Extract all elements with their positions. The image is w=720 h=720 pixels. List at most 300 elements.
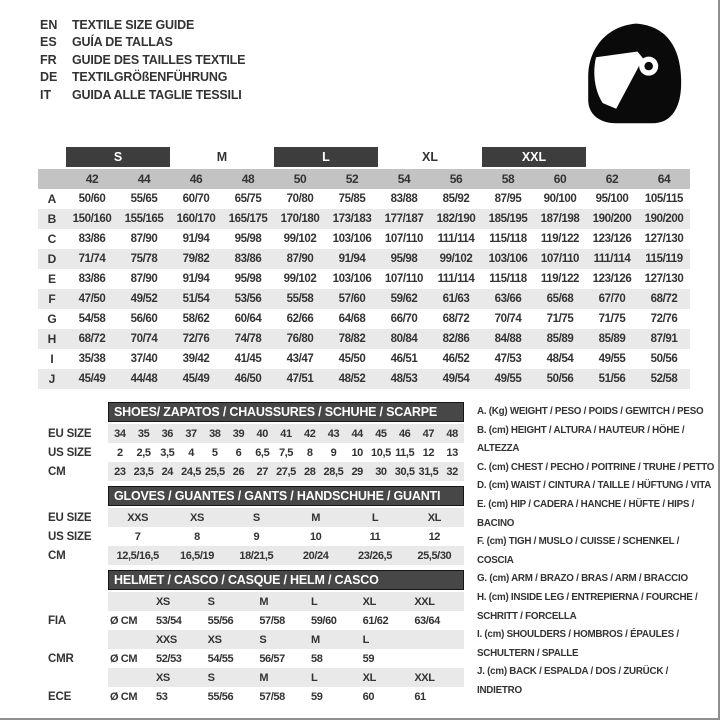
- value-cell: 25,5/30: [417, 549, 452, 562]
- legend-entry: G. (cm) ARM / BRAZO / BRAS / ARM / BRACCIO: [477, 573, 688, 585]
- row-values: [108, 424, 464, 443]
- helmet-size-label: XS: [156, 671, 170, 684]
- section-row: [48, 424, 464, 443]
- helmet-value-row: [48, 649, 464, 668]
- size-cell: 80/84: [390, 333, 418, 345]
- size-cell: 150/160: [72, 213, 112, 225]
- size-cell: 72/76: [650, 313, 678, 325]
- helmet-size-label: XXL: [414, 671, 435, 684]
- shoes-size-table: [48, 402, 464, 481]
- helmet-value-row: [48, 687, 464, 706]
- value-cell: 29: [351, 465, 363, 478]
- band-spacer: [586, 147, 638, 167]
- size-cell: 99/102: [283, 273, 317, 285]
- column-header: 46: [189, 172, 203, 186]
- size-cell: 103/106: [488, 253, 528, 265]
- row-values: [108, 508, 464, 527]
- size-cell: 50/60: [78, 193, 106, 205]
- language-row: [40, 34, 245, 52]
- size-cell: 47/53: [494, 353, 522, 365]
- size-cell: 50/56: [650, 353, 678, 365]
- value-cell: 40: [256, 427, 268, 440]
- size-band-xl: XL: [422, 150, 438, 164]
- size-cell: 95/98: [234, 233, 262, 245]
- helmet-value-cell: 61/62: [362, 614, 389, 627]
- value-cell: 48: [446, 427, 458, 440]
- size-cell: 48/54: [546, 353, 574, 365]
- size-cell: 83/86: [78, 273, 106, 285]
- helmet-value-row: [48, 611, 464, 630]
- helmet-value-cell: 57/58: [259, 614, 285, 627]
- helmet-size-label: XL: [362, 671, 376, 684]
- size-cell: 37/40: [130, 353, 158, 365]
- column-header: 52: [345, 172, 359, 186]
- size-cell: 68/72: [78, 333, 106, 345]
- column-header-row: [38, 169, 690, 189]
- value-cell: 42: [304, 427, 316, 440]
- size-cell: 165/175: [228, 213, 268, 225]
- value-cell: 30,5: [394, 465, 415, 478]
- helmet-size-labels: [108, 630, 464, 649]
- size-cell: 85/89: [546, 333, 574, 345]
- size-cell: 49/55: [494, 373, 522, 385]
- row-letter: G: [47, 312, 57, 326]
- size-cell: 51/56: [598, 373, 626, 385]
- size-cell: 68/72: [442, 313, 470, 325]
- size-cell: 46/52: [442, 353, 470, 365]
- column-header: 44: [137, 172, 151, 186]
- value-cell: 24: [161, 465, 174, 478]
- size-cell: 43/47: [286, 353, 314, 365]
- row-letter: C: [47, 232, 57, 246]
- helmet-value-cell: 53/54: [156, 614, 182, 627]
- helmet-values: [108, 687, 464, 706]
- value-cell: 12: [428, 530, 441, 543]
- size-cell: 85/92: [442, 193, 470, 205]
- value-cell: 27,5: [276, 465, 296, 478]
- size-band-row: [38, 147, 690, 167]
- value-cell: 31,5: [418, 465, 439, 478]
- size-cell: 76/80: [286, 333, 314, 345]
- row-label: EU SIZE: [48, 511, 92, 524]
- helmet-values: [108, 649, 464, 668]
- value-cell: 6,5: [255, 446, 270, 459]
- size-cell: 85/89: [598, 333, 626, 345]
- size-cell: 95/100: [595, 193, 629, 205]
- size-cell: 64/68: [338, 313, 366, 325]
- column-header: 60: [553, 172, 567, 186]
- size-cell: 49/54: [442, 373, 470, 385]
- helmet-size-label: XXS: [156, 633, 177, 646]
- helmet-size-label: XXL: [414, 595, 435, 608]
- legend-entry: E. (cm) HIP / CADERA / HANCHE / HÜFTE / HIPS / BACINO: [477, 498, 695, 529]
- size-cell: 50/56: [546, 373, 574, 385]
- value-cell: L: [371, 511, 379, 524]
- helmet-value-cell: 59/60: [311, 614, 337, 627]
- size-cell: 53/56: [234, 293, 262, 305]
- measure-row-e: [38, 269, 690, 289]
- size-cell: 115/118: [489, 233, 527, 245]
- size-cell: 75/78: [130, 253, 158, 265]
- helmet-size-label: S: [259, 633, 267, 646]
- size-cell: 46/51: [390, 353, 418, 365]
- helmet-value-cell: 55/56: [207, 614, 234, 627]
- row-values: [108, 546, 464, 565]
- size-cell: 61/63: [442, 293, 470, 305]
- row-letter: B: [47, 212, 57, 226]
- size-cell: 177/187: [384, 213, 424, 225]
- value-cell: 18/21,5: [239, 549, 274, 562]
- size-cell: 56/60: [130, 313, 158, 325]
- size-cell: 95/98: [234, 273, 262, 285]
- helmet-value-cell: 59: [311, 690, 323, 703]
- size-cell: 103/106: [332, 233, 372, 245]
- language-title: TEXTILE SIZE GUIDE: [72, 17, 195, 32]
- helmet-size-label: M: [259, 671, 269, 684]
- value-cell: 24,5: [181, 465, 201, 478]
- value-cell: 43: [327, 427, 340, 440]
- textile-size-table: [38, 147, 690, 389]
- size-cell: 111/114: [593, 253, 631, 265]
- helmet-value-cell: 63/64: [414, 614, 440, 627]
- size-cell: 48/53: [390, 373, 418, 385]
- value-cell: 47: [422, 427, 435, 440]
- size-cell: 60/64: [234, 313, 262, 325]
- size-cell: 66/70: [390, 313, 418, 325]
- size-cell: 75/85: [338, 193, 366, 205]
- language-title: GUÍA DE TALLAS: [72, 35, 173, 50]
- value-cell: 10: [309, 530, 322, 543]
- helmet-size-label: S: [207, 595, 215, 608]
- size-band-s: S: [66, 147, 170, 167]
- column-header: 56: [449, 172, 463, 186]
- value-cell: 16,5/19: [180, 549, 214, 562]
- size-cell: 44/48: [130, 373, 158, 385]
- size-cell: 170/180: [280, 213, 320, 225]
- value-cell: 10: [351, 446, 363, 459]
- language-code: IT: [40, 87, 52, 102]
- standard-label: CMR: [48, 652, 74, 665]
- measure-row-c: [38, 229, 690, 249]
- language-code: DE: [40, 70, 58, 85]
- legend-entry: I. (cm) SHOULDERS / HOMBROS / ÉPAULES / SCHULTERN / SPALLE: [477, 629, 679, 659]
- size-cell: 187/198: [540, 213, 580, 225]
- helmet-size-label: XL: [362, 595, 376, 608]
- size-cell: 52/58: [650, 373, 678, 385]
- size-cell: 83/88: [390, 193, 418, 205]
- language-code: EN: [40, 17, 58, 32]
- size-cell: 63/66: [494, 293, 522, 305]
- size-cell: 65/68: [546, 293, 574, 305]
- language-row: [40, 16, 245, 34]
- helmet-size-row: [48, 668, 464, 687]
- value-cell: 23: [114, 465, 126, 478]
- value-cell: 2,5: [136, 446, 151, 459]
- value-cell: M: [311, 511, 321, 524]
- value-cell: S: [252, 511, 260, 524]
- size-cell: 91/94: [182, 273, 210, 285]
- legend-entry: B. (cm) HEIGHT / ALTURA / HAUTEUR / HÖHE / ALTEZZA: [477, 424, 685, 455]
- measure-row-h: [38, 329, 690, 349]
- size-cell: 182/190: [436, 213, 476, 225]
- size-cell: 71/75: [598, 313, 626, 325]
- size-cell: 107/110: [540, 253, 580, 265]
- value-cell: 4: [188, 446, 194, 459]
- section-title-bar: HELMET / CASCO / CASQUE / HELM / CASCO: [108, 570, 464, 590]
- section-row: [48, 443, 464, 462]
- value-cell: 28,5: [323, 465, 344, 478]
- legend-entry: F. (cm) TIGH / MUSLO / CUISSE / SCHENKEL / COSCIA: [477, 536, 680, 566]
- helmet-size-label: L: [311, 671, 318, 684]
- column-header: 58: [501, 172, 515, 186]
- legend-entry: A. (Kg) WEIGHT / PESO / POIDS / GEWITCH / PESO: [477, 406, 704, 417]
- column-header: 54: [397, 172, 411, 186]
- value-cell: 8: [194, 530, 200, 543]
- size-cell: 78/82: [338, 333, 366, 345]
- section-title-bar: GLOVES / GUANTES / GANTS / HANDSCHUHE / GUANTI: [108, 486, 464, 506]
- legend-entry: H. (cm) INSIDE LEG / ENTREPIERNA / FOURCHE / SCHRITT / FORCELLA: [477, 591, 698, 622]
- measure-row-a: [38, 189, 690, 209]
- size-cell: 87/91: [650, 333, 678, 345]
- helmet-size-label: M: [259, 595, 269, 608]
- value-cell: 32: [446, 465, 458, 478]
- size-cell: 55/65: [130, 193, 158, 205]
- size-cell: 48/52: [338, 373, 366, 385]
- size-cell: 95/98: [390, 253, 418, 265]
- size-cell: 47/51: [286, 373, 314, 385]
- helmet-value-cell: 52/53: [156, 652, 182, 665]
- helmet-size-label: L: [362, 633, 369, 646]
- size-cell: 71/75: [546, 313, 574, 325]
- size-cell: 39/42: [182, 353, 210, 365]
- size-cell: 70/74: [494, 313, 522, 325]
- value-cell: 3,5: [160, 446, 175, 459]
- language-code: FR: [40, 52, 57, 67]
- size-cell: 115/118: [489, 273, 527, 285]
- size-cell: 115/119: [645, 253, 683, 265]
- helmet-value-cell: 55/56: [207, 690, 234, 703]
- size-band-m: M: [216, 150, 228, 164]
- value-cell: 35: [137, 427, 150, 440]
- helmet-value-cell: 57/58: [259, 690, 285, 703]
- language-title: TEXTILGRÖßENFÜHRUNG: [72, 70, 228, 85]
- size-cell: 83/86: [78, 233, 106, 245]
- helmet-value-cell: 59: [362, 652, 375, 665]
- section-row: [48, 508, 464, 527]
- size-cell: 185/195: [488, 213, 528, 225]
- helmet-size-labels: [108, 668, 464, 687]
- value-cell: 38: [209, 427, 221, 440]
- language-row: [40, 69, 245, 87]
- size-cell: 111/114: [437, 273, 475, 285]
- size-cell: 41/45: [234, 353, 262, 365]
- size-cell: 70/74: [130, 333, 158, 345]
- value-cell: 9: [253, 530, 260, 543]
- value-cell: 10,5: [371, 446, 391, 459]
- language-row: [40, 51, 245, 69]
- helmet-size-label: S: [207, 671, 215, 684]
- value-cell: 44: [351, 427, 363, 440]
- language-title: GUIDE DES TAILLES TEXTILE: [72, 52, 246, 67]
- column-header: 42: [85, 172, 99, 186]
- size-cell: 103/106: [332, 273, 372, 285]
- band-spacer: [38, 147, 66, 167]
- value-cell: XL: [427, 511, 441, 524]
- helmet-size-label: XS: [156, 595, 170, 608]
- helmet-value-cell: 56/57: [259, 652, 285, 665]
- legend-entry: D. (cm) WAIST / CINTURA / TAILLE / HÜFTUNG / VITA: [477, 480, 712, 492]
- value-cell: 26: [232, 465, 245, 478]
- measure-row-b: [38, 209, 690, 229]
- size-cell: 51/54: [182, 293, 210, 305]
- standard-label: ECE: [48, 690, 72, 703]
- row-letter: E: [47, 272, 56, 286]
- row-label: EU SIZE: [48, 427, 92, 440]
- helmet-size-row: [48, 592, 464, 611]
- size-cell: 84/88: [494, 333, 522, 345]
- value-cell: 45: [375, 427, 387, 440]
- size-cell: 119/122: [540, 233, 580, 245]
- helmet-value-cell: 60: [362, 690, 375, 703]
- size-cell: 71/74: [78, 253, 106, 265]
- size-cell: 59/62: [390, 293, 418, 305]
- value-cell: 11,5: [395, 446, 415, 459]
- section-row: [48, 462, 464, 481]
- helmet-value-cell: 61: [414, 690, 426, 703]
- column-header: 50: [293, 172, 307, 186]
- size-cell: 87/90: [130, 273, 158, 285]
- size-cell: 60/70: [182, 193, 210, 205]
- size-cell: 173/183: [332, 213, 372, 225]
- measure-row-f: [38, 289, 690, 309]
- helmet-size-labels: [108, 592, 464, 611]
- size-cell: 99/102: [283, 233, 317, 245]
- value-cell: 34: [114, 427, 126, 440]
- measure-row-d: [38, 249, 690, 269]
- helmet-size-label: M: [311, 633, 320, 646]
- size-cell: 87/90: [130, 233, 158, 245]
- size-cell: 55/58: [286, 293, 314, 305]
- value-cell: 37: [185, 427, 197, 440]
- size-cell: 87/95: [494, 193, 522, 205]
- language-title-list: [40, 16, 245, 104]
- helmet-value-cell: 53: [156, 690, 168, 703]
- section-row: [48, 527, 464, 546]
- size-cell: 160/170: [176, 213, 216, 225]
- row-values: [108, 527, 464, 546]
- size-cell: 107/110: [384, 273, 424, 285]
- value-cell: 8: [306, 446, 313, 459]
- unit-label: Ø CM: [110, 690, 138, 703]
- row-label: CM: [48, 465, 66, 478]
- helmet-size-label: L: [311, 595, 318, 608]
- size-cell: 79/82: [182, 253, 210, 265]
- size-cell: 49/55: [598, 353, 626, 365]
- size-cell: 45/49: [182, 373, 210, 385]
- size-cell: 87/90: [286, 253, 314, 265]
- size-cell: 91/94: [182, 233, 210, 245]
- value-cell: 41: [280, 427, 292, 440]
- helmet-value-cell: 54/55: [207, 652, 234, 665]
- measure-row-i: [38, 349, 690, 369]
- value-cell: 11: [369, 530, 381, 543]
- size-cell: 82/86: [442, 333, 470, 345]
- size-cell: 74/78: [234, 333, 262, 345]
- measurement-legend: [477, 403, 715, 701]
- size-cell: 190/200: [644, 213, 684, 225]
- size-cell: 107/110: [384, 233, 424, 245]
- standard-label: FIA: [48, 614, 66, 627]
- value-cell: XXS: [127, 511, 149, 524]
- section-row: [48, 546, 464, 565]
- size-cell: 90/100: [543, 193, 577, 205]
- row-label: CM: [48, 549, 66, 562]
- row-letter: J: [48, 372, 56, 386]
- size-cell: 105/115: [644, 193, 684, 205]
- size-cell: 127/130: [644, 233, 684, 245]
- column-header: 62: [605, 172, 619, 186]
- row-letter: A: [47, 192, 57, 206]
- language-title: GUIDA ALLE TAGLIE TESSILI: [72, 87, 242, 102]
- value-cell: 13: [446, 446, 458, 459]
- value-cell: 12,5/16,5: [116, 549, 159, 562]
- value-cell: 23,5: [133, 465, 154, 478]
- size-cell: 46/50: [234, 373, 262, 385]
- size-cell: 45/50: [338, 353, 366, 365]
- row-values: [108, 462, 464, 481]
- size-cell: 47/50: [78, 293, 106, 305]
- row-letter: D: [47, 252, 57, 266]
- size-cell: 68/72: [650, 293, 678, 305]
- helmet-icon: [577, 20, 689, 128]
- language-row: [40, 86, 245, 104]
- gloves-size-table: [48, 486, 464, 565]
- value-cell: 12: [422, 446, 435, 459]
- size-cell: 111/114: [437, 233, 475, 245]
- row-letter: H: [47, 332, 57, 346]
- size-cell: 49/52: [130, 293, 158, 305]
- row-letter: F: [48, 292, 56, 306]
- size-cell: 62/66: [286, 313, 314, 325]
- size-cell: 127/130: [644, 273, 684, 285]
- value-cell: 39: [232, 427, 245, 440]
- row-values: [108, 443, 464, 462]
- helmet-value-cell: 58: [311, 652, 323, 665]
- unit-label: Ø CM: [110, 614, 138, 627]
- value-cell: 27: [256, 465, 268, 478]
- size-cell: 155/165: [124, 213, 164, 225]
- value-cell: 23/26,5: [358, 549, 392, 562]
- size-band-xxl: XXL: [482, 147, 586, 167]
- row-label: US SIZE: [48, 530, 92, 543]
- value-cell: 9: [330, 446, 337, 459]
- column-header: 48: [241, 172, 255, 186]
- size-cell: 57/60: [338, 293, 366, 305]
- value-cell: XS: [190, 511, 204, 524]
- value-cell: 28: [304, 465, 316, 478]
- row-label: US SIZE: [48, 446, 92, 459]
- size-cell: 65/75: [234, 193, 262, 205]
- measure-row-g: [38, 309, 690, 329]
- section-title-bar: SHOES/ ZAPATOS / CHAUSSURES / SCHUHE / SCARPE: [108, 402, 464, 422]
- size-cell: 83/86: [234, 253, 262, 265]
- unit-label: Ø CM: [110, 652, 138, 665]
- size-cell: 123/126: [592, 273, 632, 285]
- value-cell: 46: [398, 427, 411, 440]
- legend-entry: C. (cm) CHEST / PECHO / POITRINE / TRUHE / PETTO: [477, 461, 715, 473]
- size-cell: 91/94: [338, 253, 366, 265]
- size-cell: 99/102: [439, 253, 473, 265]
